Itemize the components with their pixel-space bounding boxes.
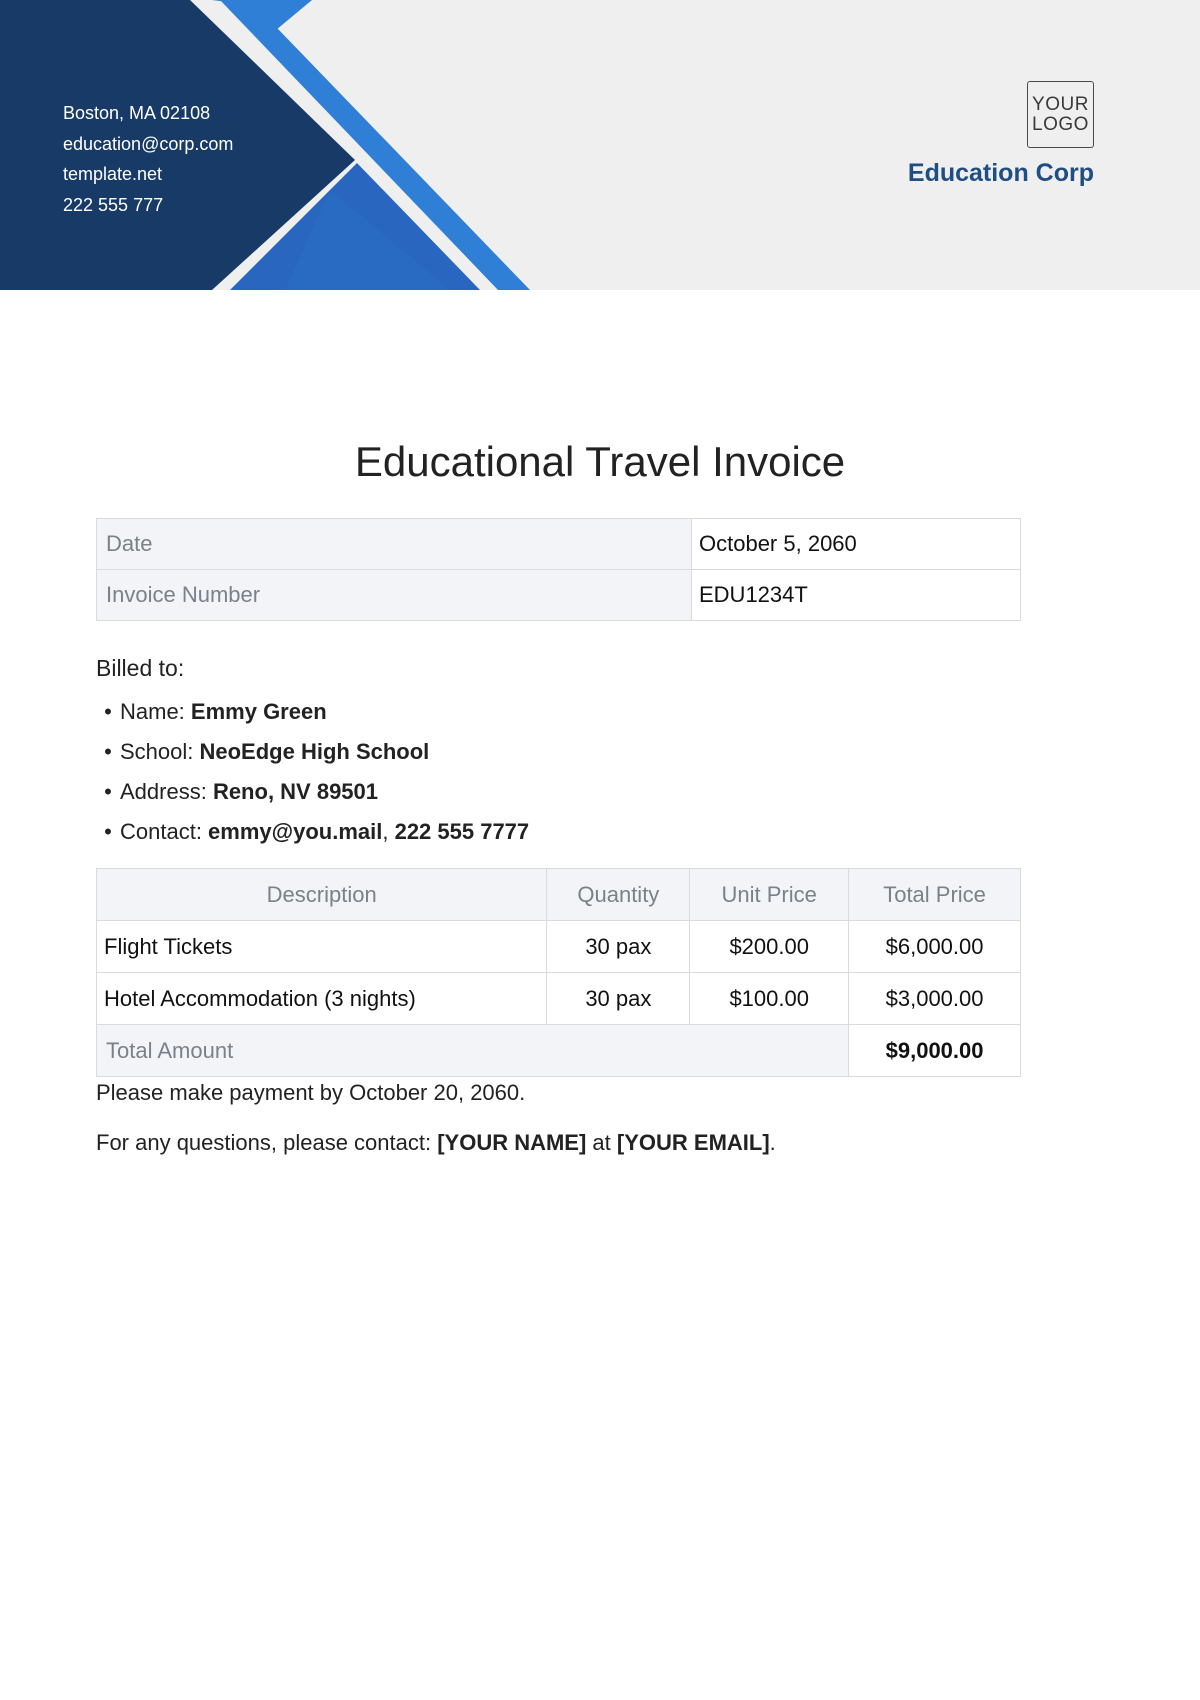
column-header-unit-price: Unit Price — [690, 869, 849, 921]
contact-address: Boston, MA 02108 — [63, 103, 211, 123]
item-quantity: 30 pax — [547, 973, 690, 1025]
contact-note-suffix: . — [769, 1130, 776, 1155]
name-label: Name: — [120, 699, 191, 724]
logo-line-1: YOUR — [1032, 93, 1089, 115]
item-description: Hotel Accommodation (3 nights) — [97, 973, 547, 1025]
total-amount-label: Total Amount — [97, 1025, 849, 1077]
address-label: Address: — [120, 779, 213, 804]
table-row — [97, 921, 1021, 973]
contact-note — [96, 1130, 776, 1156]
items-table — [96, 868, 1021, 1077]
list-item: • School: NeoEdge High School — [104, 739, 430, 764]
list-item: • Address: Reno, NV 89501 — [104, 779, 379, 804]
table-row — [97, 973, 1021, 1025]
column-header-description: Description — [97, 869, 547, 921]
school-label: School: — [120, 739, 200, 764]
meta-label: Date — [97, 519, 692, 570]
contact-label: Contact: — [120, 819, 209, 844]
invoice-meta-table — [96, 518, 1021, 621]
contact-note-email: [YOUR EMAIL] — [616, 1130, 770, 1155]
contact-note-prefix: For any questions, please contact: — [96, 1130, 438, 1155]
contact-email[interactable]: education@corp.com — [63, 133, 234, 154]
meta-row-invoice-number — [97, 570, 1021, 621]
item-quantity: 30 pax — [547, 921, 690, 973]
contact-website[interactable]: template.net — [63, 164, 163, 184]
billed-address: Reno, NV 89501 — [212, 779, 379, 804]
item-description: Flight Tickets — [97, 921, 547, 973]
meta-row-date — [97, 519, 1021, 570]
contact-block — [63, 98, 233, 220]
item-unit-price: $200.00 — [690, 921, 849, 973]
table-header-row — [97, 869, 1021, 921]
meta-value: October 5, 2060 — [692, 519, 1021, 570]
meta-label: Invoice Number — [97, 570, 692, 621]
column-header-total-price: Total Price — [849, 869, 1021, 921]
total-amount-value: $9,000.00 — [849, 1025, 1021, 1077]
billed-to-heading: Billed to: — [96, 655, 185, 681]
meta-value: EDU1234T — [692, 570, 1021, 621]
contact-note-mid: at — [586, 1130, 617, 1155]
list-item: • Name: Emmy Green — [104, 699, 327, 724]
billed-contact-email[interactable]: emmy@you.mail — [208, 819, 383, 844]
payment-note: Please make payment by October 20, 2060. — [96, 1080, 526, 1105]
item-total-price: $3,000.00 — [849, 973, 1021, 1025]
billed-to-list — [96, 692, 529, 852]
item-unit-price: $100.00 — [690, 973, 849, 1025]
billed-school: NeoEdge High School — [199, 739, 430, 764]
contact-separator: , — [382, 819, 395, 844]
column-header-quantity: Quantity — [547, 869, 690, 921]
logo-line-2: LOGO — [1032, 113, 1089, 135]
item-total-price: $6,000.00 — [849, 921, 1021, 973]
page-title: Educational Travel Invoice — [354, 438, 846, 485]
billed-contact-phone: 222 555 7777 — [394, 819, 530, 844]
billed-name: Emmy Green — [190, 699, 327, 724]
list-item: • Contact: emmy@you.mail, 222 555 7777 — [104, 819, 530, 844]
contact-note-name: [YOUR NAME] — [437, 1130, 587, 1155]
company-name: Education Corp — [907, 159, 1094, 187]
total-row — [97, 1025, 1021, 1077]
header-banner — [0, 0, 1200, 290]
logo-placeholder — [1027, 81, 1094, 148]
contact-phone: 222 555 777 — [63, 194, 164, 215]
billed-to-section — [96, 655, 529, 852]
